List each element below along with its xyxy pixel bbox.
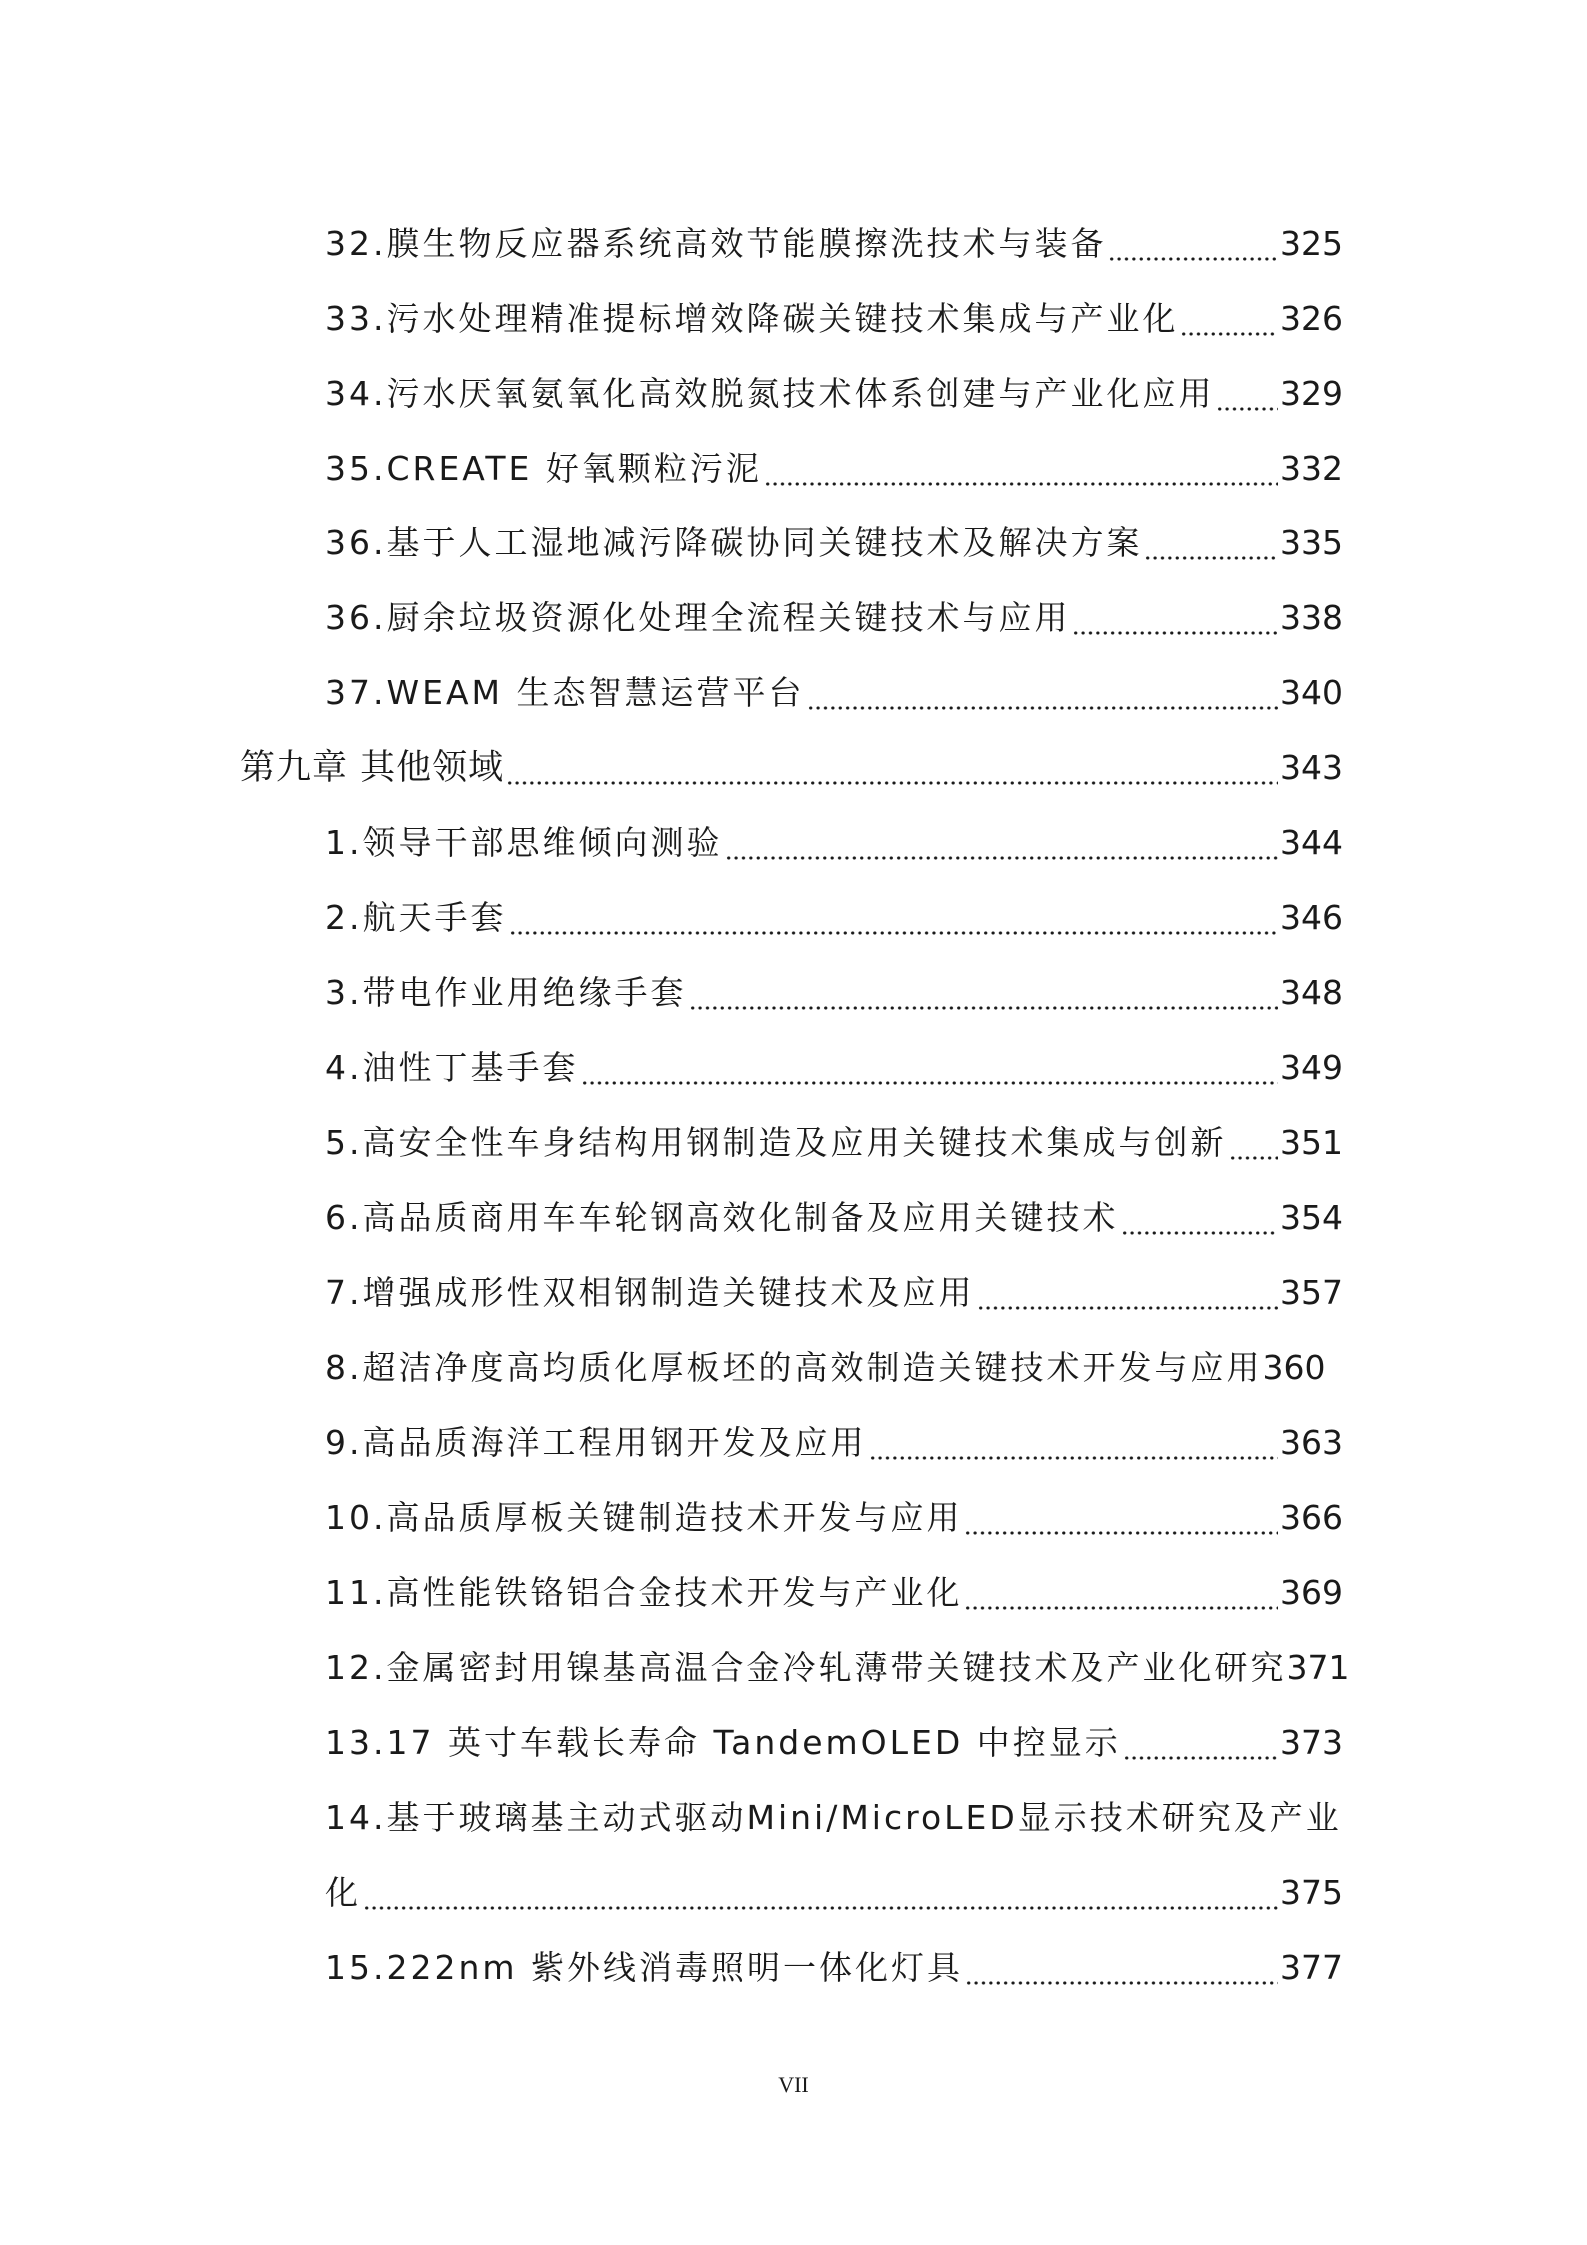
toc-entry-continuation[interactable] [325,1855,1343,1915]
dot-leader [509,896,1279,940]
toc-entry[interactable] [325,1555,1343,1615]
toc-entry-page: 348 [1280,973,1343,1012]
dot-leader [1144,521,1278,565]
toc-entry-title: 34.污水厌氧氨氧化高效脱氮技术体系创建与产业化应用 [325,374,1215,413]
dot-leader [725,821,1279,865]
toc-entry[interactable] [325,505,1343,565]
dot-leader [1108,222,1278,266]
toc-entry[interactable] [325,281,1343,341]
dot-leader [1121,1196,1279,1240]
toc-entry-title: 37.WEAM 生态智慧运营平台 [325,673,805,712]
dot-leader [764,447,1278,491]
toc-entry-page: 326 [1280,299,1343,338]
dot-leader [977,1271,1279,1315]
toc-entry[interactable] [325,805,1343,865]
toc-entry-title: 32.膜生物反应器系统高效节能膜擦洗技术与装备 [325,224,1107,263]
toc-entry[interactable] [325,1255,1343,1315]
toc-entry-title: 12.金属密封用镍基高温合金冷轧薄带关键技术及产业化研究 [325,1648,1287,1687]
toc-entry-page: 360 [1262,1348,1326,1387]
toc-entry-page: 338 [1280,598,1343,637]
toc-entry-title: 1.领导干部思维倾向测验 [325,823,723,862]
toc-entry[interactable] [325,206,1343,266]
toc-entry-page: 329 [1280,374,1343,413]
toc-entry-title: 15.222nm 紫外线消毒照明一体化灯具 [325,1948,964,1987]
toc-entry-page: 351 [1280,1123,1343,1162]
dot-leader [1229,1121,1279,1165]
toc-entry[interactable] [325,1480,1343,1540]
toc-entry-title: 8.超洁净度高均质化厚板坯的高效制造关键技术开发与应用 [325,1348,1263,1387]
toc-entry-title: 6.高品质商用车车轮钢高效化制备及应用关键技术 [325,1198,1119,1237]
toc-chapter-entry[interactable] [240,730,1343,790]
toc-entry[interactable] [325,1930,1343,1990]
toc-entry-title: 5.高安全性车身结构用钢制造及应用关键技术集成与创新 [325,1123,1227,1162]
toc-entry[interactable] [325,655,1343,715]
toc-entry[interactable] [325,1780,1343,1840]
dot-leader [964,1571,1278,1615]
dot-leader [506,746,1278,790]
toc-entry[interactable] [325,1405,1343,1465]
toc-entry[interactable] [325,1180,1343,1240]
dot-leader [1123,1721,1278,1765]
page-number: VII [778,2072,809,2097]
toc-entry[interactable] [325,1105,1343,1165]
toc-entry-title: 35.CREATE 好氧颗粒污泥 [325,449,762,488]
dot-leader [1216,372,1278,416]
toc-entry-title: 36.厨余垃圾资源化处理全流程关键技术与应用 [325,598,1071,637]
toc-entry[interactable] [325,580,1343,640]
toc-entry-page: 340 [1280,673,1343,712]
toc-entry-title: 9.高品质海洋工程用钢开发及应用 [325,1423,867,1462]
toc-entry-page: 344 [1280,823,1343,862]
toc-entry[interactable] [325,1705,1343,1765]
toc-entry-title: 36.基于人工湿地减污降碳协同关键技术及解决方案 [325,523,1143,562]
toc-entry-title: 14.基于玻璃基主动式驱动Mini/MicroLED显示技术研究及产业 [325,1798,1342,1837]
dot-leader [964,1496,1278,1540]
toc-entry-page: 366 [1280,1498,1343,1537]
toc-entry[interactable] [325,1630,1375,1690]
toc-entry-page: 346 [1280,898,1343,937]
toc-entry[interactable] [325,955,1343,1015]
toc-entry-page: 363 [1280,1423,1343,1462]
toc-entry-page: 335 [1280,523,1343,562]
toc-entry-page: 371 [1286,1648,1350,1687]
toc-entry[interactable] [325,431,1343,491]
dot-leader [807,671,1279,715]
dot-leader [965,1946,1278,1990]
dot-leader [581,1046,1279,1090]
toc-entry-page: 375 [1280,1873,1343,1912]
dot-leader [869,1421,1279,1465]
toc-entry-page: 354 [1280,1198,1343,1237]
toc-entry-title: 11.高性能铁铬铝合金技术开发与产业化 [325,1573,963,1612]
toc-entry[interactable] [325,1330,1375,1390]
toc-entry-page: 325 [1280,224,1343,263]
toc-entry-title: 13.17 英寸车载长寿命 TandemOLED 中控显示 [325,1723,1121,1762]
toc-entry-page: 377 [1280,1948,1343,1987]
toc-entry-title: 10.高品质厚板关键制造技术开发与应用 [325,1498,963,1537]
toc-entry-title: 33.污水处理精准提标增效降碳关键技术集成与产业化 [325,299,1179,338]
dot-leader [1072,596,1278,640]
toc-entry-page: 369 [1280,1573,1343,1612]
toc-entry-page: 343 [1280,748,1343,787]
toc-entry[interactable] [325,356,1343,416]
toc-entry-title: 4.油性丁基手套 [325,1048,579,1087]
toc-entry-page: 357 [1280,1273,1343,1312]
dot-leader [1180,297,1278,341]
toc-entry-title: 3.带电作业用绝缘手套 [325,973,687,1012]
toc-entry[interactable] [325,1030,1343,1090]
chapter-title: 第九章 其他领域 [240,748,505,788]
toc-entry-page: 332 [1280,449,1343,488]
dot-leader [363,1871,1278,1915]
toc-entry-title: 2.航天手套 [325,898,507,937]
toc-entry-page: 349 [1280,1048,1343,1087]
toc-entry-title: 化 [325,1873,361,1912]
toc-entry[interactable] [325,880,1343,940]
toc-entry-title: 7.增强成形性双相钢制造关键技术及应用 [325,1273,975,1312]
dot-leader [689,971,1279,1015]
toc-entry-page: 373 [1280,1723,1343,1762]
